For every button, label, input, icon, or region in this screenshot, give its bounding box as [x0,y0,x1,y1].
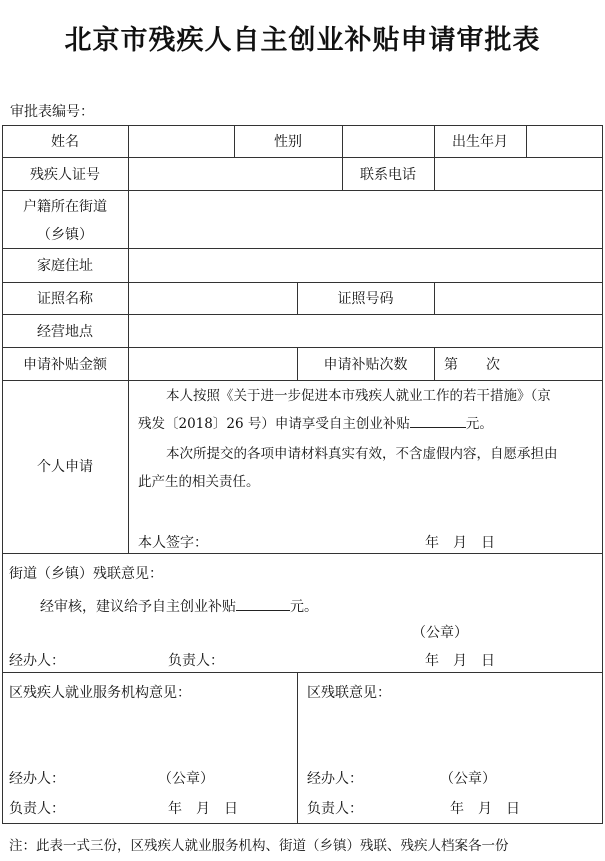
street-subsidy-blank[interactable] [236,596,290,611]
district-service-title: 区残疾人就业服务机构意见： [9,685,191,701]
home-address-label: 家庭住址 [37,258,93,274]
name-field[interactable] [130,128,232,155]
license-number-field[interactable] [436,285,600,312]
district-federation-title: 区残联意见： [307,685,391,701]
business-place-label: 经营地点 [37,324,93,340]
serial-number-label: 审批表编号： [10,104,94,120]
street-handler-label: 经办人： [9,653,65,669]
birth-date-label: 出生年月 [452,134,508,150]
declaration-line-1: 本次所提交的各项申请材料真实有效，不含虚假内容，自愿承担由 [166,446,558,462]
phone-field[interactable] [436,160,600,188]
street-seal: （公章） [412,625,468,641]
district-service-leader: 负责人： [9,801,65,817]
gender-field[interactable] [344,128,432,155]
phone-label: 联系电话 [360,167,416,183]
street-opinion-text [40,596,318,616]
pledge-line-2-unit: 元。 [465,416,493,432]
pledge-line-2 [138,410,493,438]
subsidy-amount-label: 申请补贴金额 [23,357,107,373]
district-service-date: 年 月 日 [168,801,238,817]
disability-id-label: 残疾人证号 [30,167,100,183]
street-date: 年 月 日 [425,653,495,669]
street-opinion-text-b: 元。 [290,599,318,615]
subsidy-times-label: 申请补贴次数 [323,357,408,373]
district-federation-seal: （公章） [440,771,496,787]
signature-label: 本人签字： [138,535,208,551]
household-field[interactable] [130,193,600,246]
subsidy-times-value: 第 次 [444,357,500,373]
district-service-handler: 经办人： [9,771,65,787]
business-place-field[interactable] [130,317,600,345]
district-service-seal: （公章） [158,771,214,787]
subsidy-amount-field[interactable] [130,350,295,378]
footnote: 注：此表一式三份，区残疾人就业服务机构、街道（乡镇）残联、残疾人档案各一份 [9,838,509,854]
license-name-label: 证照名称 [37,291,93,307]
gender-label: 性别 [274,134,302,150]
signature-field[interactable] [212,532,392,552]
subsidy-amount-blank[interactable] [410,413,466,428]
household-township-label: （乡镇） [37,227,93,243]
license-number-label: 证照号码 [337,291,394,307]
document-title: 北京市残疾人自主创业补贴申请审批表 [64,25,541,56]
pledge-line-2-text: 残发〔2018〕26 号）申请享受自主创业补贴 [138,416,410,432]
street-leader-label: 负责人： [168,653,224,669]
pledge-line-1: 本人按照《关于进一步促进本市残疾人就业工作的若干措施》（京 [166,388,551,404]
license-name-field[interactable] [130,285,295,312]
birth-date-field[interactable] [528,128,600,155]
personal-date: 年 月 日 [425,535,495,551]
disability-id-field[interactable] [130,160,340,188]
district-federation-handler: 经办人： [307,771,363,787]
home-address-field[interactable] [130,251,600,280]
street-opinion-text-a: 经审核，建议给予自主创业补贴 [40,599,236,615]
personal-application-label: 个人申请 [37,459,93,475]
declaration-line-2: 此产生的相关责任。 [138,474,260,490]
district-federation-date: 年 月 日 [450,801,520,817]
street-opinion-title: 街道（乡镇）残联意见： [9,566,163,582]
household-street-label: 户籍所在街道 [23,199,107,215]
name-label: 姓名 [51,134,79,150]
district-federation-leader: 负责人： [307,801,363,817]
